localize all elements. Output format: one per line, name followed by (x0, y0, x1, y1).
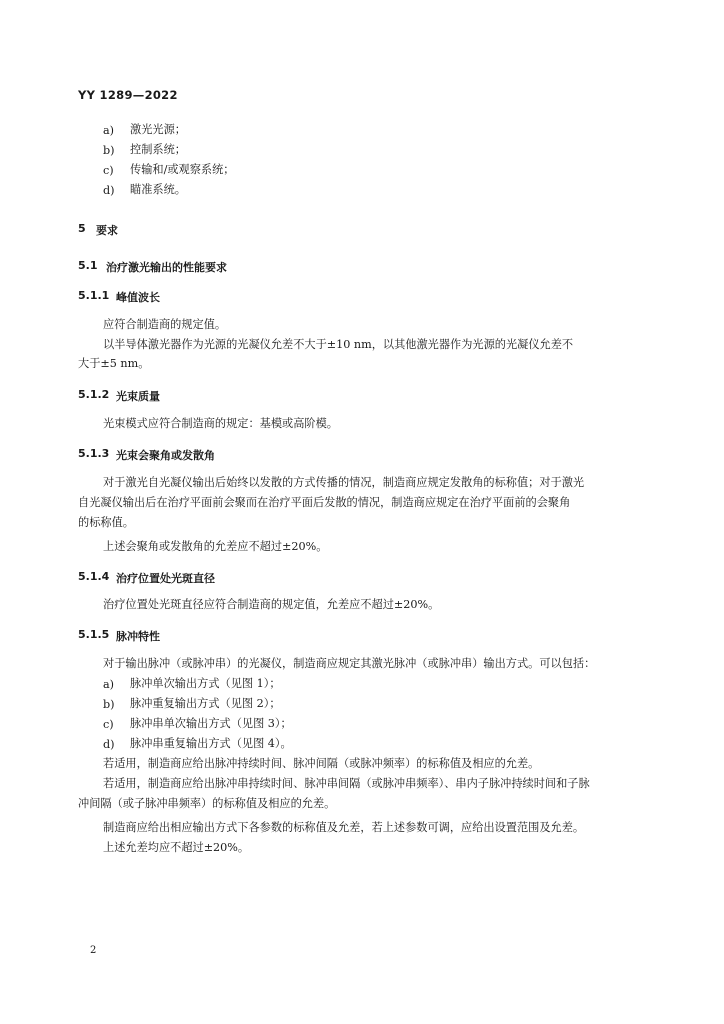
paragraph: 若适用，制造商应给出脉冲串持续时间、脉冲串间隔（或脉冲串频率）、串内子脉冲持续时间和子脉 (103, 777, 590, 790)
section-number: 5.1.4 (78, 570, 110, 583)
list-item: 脉冲串重复输出方式（见图 4）。 (130, 737, 292, 750)
section-title: 治疗位置处光斑直径 (116, 572, 215, 585)
paragraph: 的标称值。 (78, 516, 134, 529)
section-number: 5.1.1 (78, 289, 110, 302)
paragraph: 冲间隔（或子脉冲串频率）的标称值及相应的允差。 (78, 797, 336, 810)
paragraph: 对于输出脉冲（或脉冲串）的光凝仪，制造商应规定其激光脉冲（或脉冲串）输出方式。可以包括： (103, 657, 596, 670)
paragraph: 对于激光自光凝仪输出后始终以发散的方式传播的情况，制造商应规定发散角的标称值；对于激光 (103, 476, 585, 489)
document-code: YY 1289—2022 (78, 88, 178, 102)
list-item: 脉冲串单次输出方式（见图 3）； (130, 717, 292, 730)
section-heading (78, 628, 160, 643)
list-label: b) (103, 144, 115, 157)
paragraph: 自光凝仪输出后在治疗平面前会聚而在治疗平面后发散的情况，制造商应规定在治疗平面前的会聚角 (78, 496, 571, 509)
section-heading (78, 388, 160, 403)
list-label: c) (103, 164, 114, 177)
section-number: 5 (78, 222, 86, 235)
section-title: 治疗激光输出的性能要求 (106, 261, 227, 274)
section-title: 峰值波长 (116, 291, 160, 304)
section-heading (78, 447, 215, 462)
paragraph: 制造商应给出相应输出方式下各参数的标称值及允差，若上述参数可调，应给出设置范围及允差。 (103, 821, 585, 834)
paragraph: 应符合制造商的规定值。 (103, 318, 227, 331)
paragraph: 上述允差均应不超过±20%。 (103, 841, 250, 854)
list-label: c) (103, 718, 114, 731)
list-item: 控制系统； (130, 143, 186, 156)
list-item: 传输和/或观察系统； (130, 163, 235, 176)
list-item: 激光光源； (130, 123, 186, 136)
paragraph: 上述会聚角或发散角的允差应不超过±20%。 (103, 540, 328, 553)
section-title: 光束质量 (116, 390, 160, 403)
section-number: 5.1.5 (78, 628, 110, 641)
paragraph: 以半导体激光器作为光源的光凝仪允差不大于±10 nm，以其他激光器作为光源的光凝仪允差不 (103, 338, 574, 351)
section-heading (78, 259, 227, 274)
list-item: 脉冲重复输出方式（见图 2）； (130, 697, 281, 710)
paragraph: 大于±5 nm。 (78, 357, 150, 370)
list-label: a) (103, 678, 115, 691)
list-item: 瞄准系统。 (130, 183, 186, 196)
section-heading (78, 222, 118, 237)
paragraph: 治疗位置处光斑直径应符合制造商的规定值，允差应不超过±20%。 (103, 598, 440, 611)
list-label: d) (103, 184, 115, 197)
list-label: d) (103, 738, 115, 751)
section-heading (78, 289, 160, 304)
list-label: a) (103, 124, 115, 137)
section-heading (78, 570, 215, 585)
section-number: 5.1.3 (78, 447, 110, 460)
section-number: 5.1.2 (78, 388, 110, 401)
section-number: 5.1 (78, 259, 98, 272)
paragraph: 光束模式应符合制造商的规定：基模或高阶模。 (103, 417, 338, 430)
page-number: 2 (90, 945, 97, 956)
section-title: 脉冲特性 (116, 630, 160, 643)
paragraph: 若适用，制造商应给出脉冲持续时间、脉冲间隔（或脉冲频率）的标称值及相应的允差。 (103, 757, 540, 770)
section-title: 要求 (96, 224, 118, 237)
section-title: 光束会聚角或发散角 (116, 449, 215, 462)
list-item: 脉冲单次输出方式（见图 1）； (130, 677, 281, 690)
list-label: b) (103, 698, 115, 711)
